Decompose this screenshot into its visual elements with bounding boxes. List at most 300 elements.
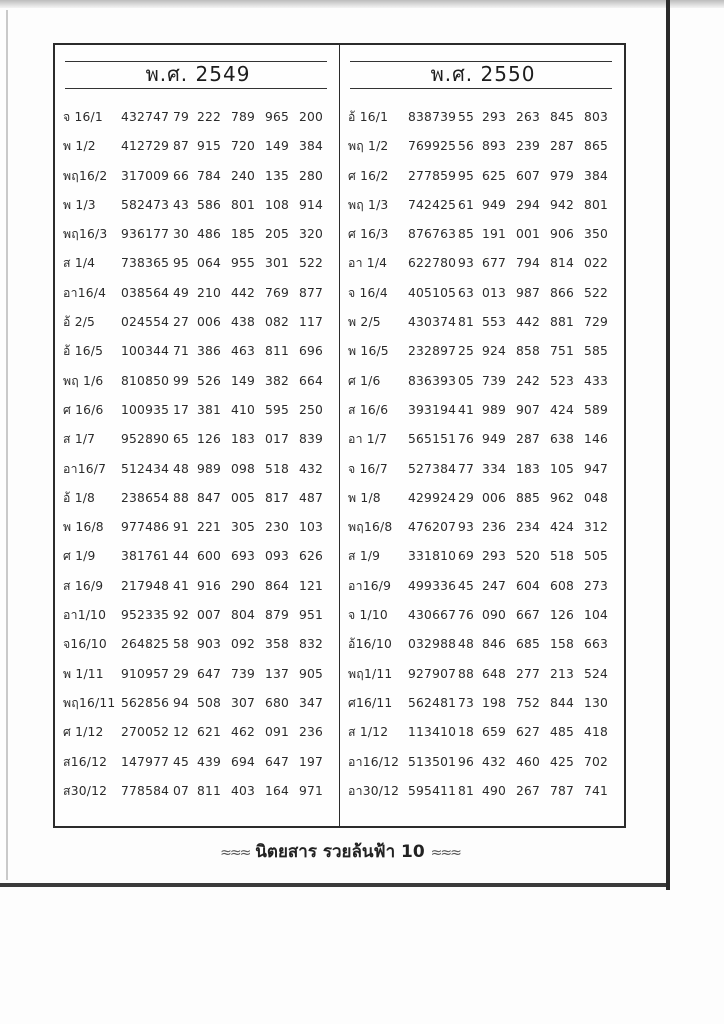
three-digit-4: 626	[299, 549, 324, 564]
three-digit-3: 205	[265, 227, 290, 242]
table-row	[63, 367, 333, 396]
three-digit-2: 240	[231, 168, 256, 183]
two-digit: 95	[173, 256, 190, 271]
first-prize: 810850	[121, 373, 170, 388]
three-digit-4: 702	[584, 754, 609, 769]
draw-date: ส 16/9	[63, 578, 104, 593]
three-digit-2: 752	[516, 695, 541, 710]
two-digit: 48	[173, 461, 190, 476]
two-digit: 71	[173, 344, 190, 359]
table-row	[348, 484, 618, 513]
first-prize: 430374	[408, 315, 457, 330]
three-digit-2: 263	[516, 110, 541, 124]
draw-date: จ 1/10	[348, 608, 388, 623]
three-digit-4: 522	[299, 256, 324, 271]
table-row	[348, 220, 618, 249]
three-digit-3: 647	[265, 754, 290, 769]
three-digit-1: 222	[197, 110, 222, 124]
two-digit: 66	[173, 168, 190, 183]
table-row	[63, 748, 333, 777]
three-digit-4: 801	[584, 197, 609, 212]
three-digit-1: 490	[482, 783, 507, 798]
draw-date: ศ 16/3	[348, 227, 389, 242]
three-digit-1: 126	[197, 432, 222, 447]
three-digit-4: 312	[584, 520, 609, 535]
three-digit-2: 858	[516, 344, 541, 359]
draw-date: อ้ 1/8	[63, 490, 96, 505]
first-prize: 393194	[408, 402, 457, 417]
three-digit-2: 098	[231, 461, 256, 476]
three-digit-1: 915	[197, 139, 222, 154]
page-edge-left	[6, 10, 8, 880]
first-prize: 113410	[408, 725, 457, 740]
three-digit-1: 553	[482, 315, 507, 330]
three-digit-3: 287	[550, 139, 575, 154]
table-row	[63, 249, 333, 278]
first-prize: 936177	[121, 227, 170, 242]
three-digit-3: 108	[265, 197, 290, 212]
table-row	[63, 308, 333, 337]
draw-date: อา16/4	[63, 285, 107, 300]
three-digit-4: 914	[299, 197, 324, 212]
three-digit-4: 236	[299, 725, 324, 740]
three-digit-1: 007	[197, 608, 222, 623]
two-digit: 61	[458, 197, 475, 212]
page-edge-top	[0, 0, 724, 8]
first-prize: 270052	[121, 725, 170, 740]
three-digit-2: 307	[231, 695, 256, 710]
two-digit: 41	[173, 578, 190, 593]
three-digit-4: 200	[299, 110, 324, 124]
draw-date: ส16/12	[63, 754, 108, 769]
two-digit: 29	[458, 490, 475, 505]
three-digit-2: 794	[516, 256, 541, 271]
three-digit-1: 893	[482, 139, 507, 154]
first-prize: 778584	[121, 783, 170, 798]
three-digit-1: 191	[482, 227, 507, 242]
two-digit: 18	[458, 725, 475, 740]
three-digit-3: 126	[550, 608, 575, 623]
table-row	[348, 660, 618, 689]
three-digit-2: 183	[516, 461, 541, 476]
three-digit-2: 789	[231, 110, 256, 124]
three-digit-4: 197	[299, 754, 324, 769]
draw-date: พ 2/5	[348, 315, 381, 330]
three-digit-3: 879	[265, 608, 290, 623]
three-digit-3: 213	[550, 666, 575, 681]
first-prize: 622780	[408, 256, 457, 271]
two-digit: 88	[458, 666, 475, 681]
three-digit-3: 864	[265, 578, 290, 593]
two-digit: 45	[173, 754, 190, 769]
table-row	[348, 308, 618, 337]
two-digit: 05	[458, 373, 475, 388]
draw-date: จ 16/1	[63, 110, 103, 124]
three-digit-2: 520	[516, 549, 541, 564]
three-digit-4: 589	[584, 402, 609, 417]
three-digit-2: 685	[516, 637, 541, 652]
draw-date: อา 1/4	[348, 256, 388, 271]
three-digit-2: 604	[516, 578, 541, 593]
two-digit: 81	[458, 315, 475, 330]
table-row	[348, 249, 618, 278]
first-prize: 562481	[408, 695, 457, 710]
table-row	[63, 455, 333, 484]
table-row	[348, 191, 618, 220]
three-digit-2: 183	[231, 432, 256, 447]
three-digit-1: 006	[197, 315, 222, 330]
first-prize: 836393	[408, 373, 457, 388]
three-digit-1: 006	[482, 490, 507, 505]
three-digit-2: 955	[231, 256, 256, 271]
three-digit-1: 293	[482, 549, 507, 564]
three-digit-2: 627	[516, 725, 541, 740]
three-digit-4: 951	[299, 608, 324, 623]
draw-date: ส30/12	[63, 783, 108, 798]
first-prize: 430667	[408, 608, 457, 623]
first-prize: 476207	[408, 520, 457, 535]
three-digit-3: 845	[550, 110, 575, 124]
three-digit-2: 438	[231, 315, 256, 330]
three-digit-1: 989	[482, 402, 507, 417]
first-prize: 738365	[121, 256, 170, 271]
table-row	[63, 660, 333, 689]
draw-date: พ 16/5	[348, 344, 389, 359]
three-digit-3: 158	[550, 637, 575, 652]
three-digit-3: 518	[265, 461, 290, 476]
three-digit-2: 092	[231, 637, 256, 652]
table-row	[63, 542, 333, 571]
draw-date: จ16/10	[63, 637, 107, 652]
page-edge-right	[666, 0, 670, 890]
two-digit: 43	[173, 197, 190, 212]
three-digit-1: 949	[482, 197, 507, 212]
three-digit-1: 439	[197, 754, 222, 769]
three-digit-4: 347	[299, 695, 324, 710]
three-digit-4: 729	[584, 315, 609, 330]
three-digit-4: 741	[584, 783, 609, 798]
two-digit: 12	[173, 725, 190, 740]
three-digit-2: 185	[231, 227, 256, 242]
three-digit-2: 667	[516, 608, 541, 623]
three-digit-4: 696	[299, 344, 324, 359]
three-digit-3: 230	[265, 520, 290, 535]
two-digit: 73	[458, 695, 475, 710]
three-digit-2: 239	[516, 139, 541, 154]
first-prize: 100935	[121, 402, 170, 417]
two-digit: 87	[173, 139, 190, 154]
table-row	[348, 572, 618, 601]
first-prize: 527384	[408, 461, 457, 476]
draw-date: อา16/9	[348, 578, 392, 593]
first-prize: 038564	[121, 285, 170, 300]
three-digit-4: 320	[299, 227, 324, 242]
three-digit-4: 971	[299, 783, 324, 798]
table-row	[348, 601, 618, 630]
three-digit-4: 432	[299, 461, 324, 476]
three-digit-3: 382	[265, 373, 290, 388]
three-digit-3: 962	[550, 490, 575, 505]
three-digit-2: 290	[231, 578, 256, 593]
three-digit-4: 384	[299, 139, 324, 154]
three-digit-3: 137	[265, 666, 290, 681]
first-prize: 331810	[408, 549, 457, 564]
draw-date: ศ 16/6	[63, 402, 104, 417]
three-digit-1: 677	[482, 256, 507, 271]
draw-date: ศ 1/12	[63, 725, 104, 740]
first-prize: 405105	[408, 285, 457, 300]
three-digit-1: 064	[197, 256, 222, 271]
three-digit-2: 463	[231, 344, 256, 359]
two-digit: 63	[458, 285, 475, 300]
three-digit-3: 680	[265, 695, 290, 710]
draw-date: พฤ16/3	[63, 227, 108, 242]
three-digit-2: 720	[231, 139, 256, 154]
three-digit-2: 442	[231, 285, 256, 300]
two-digit: 93	[458, 520, 475, 535]
draw-date: อา16/7	[63, 461, 107, 476]
table-row	[63, 396, 333, 425]
three-digit-3: 424	[550, 402, 575, 417]
three-digit-2: 267	[516, 783, 541, 798]
three-digit-3: 881	[550, 315, 575, 330]
three-digit-3: 358	[265, 637, 290, 652]
first-prize: 769925	[408, 139, 457, 154]
three-digit-1: 949	[482, 432, 507, 447]
draw-date: พ 1/3	[63, 197, 96, 212]
three-digit-3: 091	[265, 725, 290, 740]
two-digit: 17	[173, 402, 190, 417]
three-digit-2: 694	[231, 754, 256, 769]
draw-date: พ 1/11	[63, 666, 104, 681]
three-digit-3: 105	[550, 461, 575, 476]
three-digit-3: 769	[265, 285, 290, 300]
three-digit-1: 508	[197, 695, 222, 710]
three-digit-3: 638	[550, 432, 575, 447]
three-digit-4: 384	[584, 168, 609, 183]
table-row	[348, 455, 618, 484]
three-digit-2: 403	[231, 783, 256, 798]
three-digit-2: 149	[231, 373, 256, 388]
three-digit-2: 234	[516, 520, 541, 535]
results-table-frame	[53, 43, 626, 828]
three-digit-3: 811	[265, 344, 290, 359]
three-digit-2: 001	[516, 227, 541, 242]
three-digit-1: 924	[482, 344, 507, 359]
three-digit-2: 410	[231, 402, 256, 417]
footer-magazine-title: นิตยสาร รวยล้นฟ้า 10	[255, 842, 425, 862]
three-digit-2: 287	[516, 432, 541, 447]
two-digit: 25	[458, 344, 475, 359]
table-row	[63, 601, 333, 630]
first-prize: 100344	[121, 344, 170, 359]
first-prize: 595411	[408, 783, 457, 798]
draw-date: อา 1/7	[348, 432, 388, 447]
draw-date: พฤ 1/2	[348, 139, 389, 154]
three-digit-1: 381	[197, 402, 222, 417]
two-digit: 76	[458, 432, 475, 447]
table-row	[348, 748, 618, 777]
three-digit-4: 947	[584, 461, 609, 476]
draw-date: พ 1/2	[63, 139, 96, 154]
three-digit-2: 277	[516, 666, 541, 681]
title-rule-bottom	[65, 88, 327, 89]
two-digit: 95	[458, 168, 475, 183]
three-digit-3: 301	[265, 256, 290, 271]
three-digit-4: 048	[584, 490, 609, 505]
three-digit-1: 221	[197, 520, 222, 535]
three-digit-4: 839	[299, 432, 324, 447]
first-prize: 277859	[408, 168, 457, 183]
three-digit-2: 693	[231, 549, 256, 564]
three-digit-2: 607	[516, 168, 541, 183]
three-digit-1: 784	[197, 168, 222, 183]
three-digit-4: 832	[299, 637, 324, 652]
table-row	[63, 337, 333, 366]
three-digit-4: 130	[584, 695, 609, 710]
first-prize: 876763	[408, 227, 457, 242]
draw-date: พฤ16/8	[348, 520, 393, 535]
two-digit: 49	[173, 285, 190, 300]
column-title-2549: พ.ศ. 2549	[145, 62, 251, 86]
table-row	[348, 103, 618, 132]
draw-date: อา1/10	[63, 608, 107, 623]
two-digit: 48	[458, 637, 475, 652]
three-digit-1: 432	[482, 754, 507, 769]
three-digit-1: 846	[482, 637, 507, 652]
three-digit-1: 090	[482, 608, 507, 623]
three-digit-4: 022	[584, 256, 609, 271]
first-prize: 032988	[408, 637, 457, 652]
first-prize: 582473	[121, 197, 170, 212]
two-digit: 91	[173, 520, 190, 535]
three-digit-4: 280	[299, 168, 324, 183]
three-digit-2: 804	[231, 608, 256, 623]
table-row	[63, 718, 333, 747]
draw-date: อ้ 16/5	[63, 344, 104, 359]
draw-date: พฤ1/11	[348, 666, 393, 681]
footer-ornament-left: ≈≈≈	[220, 845, 250, 861]
three-digit-1: 600	[197, 549, 222, 564]
three-digit-4: 803	[584, 110, 609, 124]
table-row	[348, 396, 618, 425]
draw-date: อ้ 16/1	[348, 110, 389, 124]
column-title-2550: พ.ศ. 2550	[430, 62, 536, 86]
footer-ornament-right: ≈≈≈	[430, 845, 460, 861]
two-digit: 94	[173, 695, 190, 710]
three-digit-3: 518	[550, 549, 575, 564]
first-prize: 381761	[121, 549, 170, 564]
three-digit-3: 485	[550, 725, 575, 740]
two-digit: 29	[173, 666, 190, 681]
table-row	[348, 337, 618, 366]
two-digit: 76	[458, 608, 475, 623]
three-digit-2: 294	[516, 197, 541, 212]
table-row	[63, 132, 333, 161]
draw-date: อา30/12	[348, 783, 400, 798]
first-prize: 412729	[121, 139, 170, 154]
first-prize: 232897	[408, 344, 457, 359]
draw-date: จ 16/7	[348, 461, 388, 476]
table-row	[348, 689, 618, 718]
two-digit: 85	[458, 227, 475, 242]
first-prize: 565151	[408, 432, 457, 447]
two-digit: 77	[458, 461, 475, 476]
table-row	[348, 542, 618, 571]
draw-date: ศ 16/2	[348, 168, 389, 183]
table-row	[348, 279, 618, 308]
two-digit: 44	[173, 549, 190, 564]
first-prize: 562856	[121, 695, 170, 710]
first-prize: 910957	[121, 666, 170, 681]
page-edge-bottom	[0, 883, 666, 887]
three-digit-4: 524	[584, 666, 609, 681]
three-digit-1: 989	[197, 461, 222, 476]
two-digit: 65	[173, 432, 190, 447]
two-digit: 69	[458, 549, 475, 564]
table-row	[348, 630, 618, 659]
three-digit-4: 877	[299, 285, 324, 300]
first-prize: 838739	[408, 110, 457, 124]
three-digit-1: 386	[197, 344, 222, 359]
two-digit: 27	[173, 315, 190, 330]
table-row	[63, 689, 333, 718]
three-digit-3: 817	[265, 490, 290, 505]
table-row	[63, 513, 333, 542]
three-digit-4: 103	[299, 520, 324, 535]
three-digit-1: 647	[197, 666, 222, 681]
three-digit-2: 305	[231, 520, 256, 535]
two-digit: 45	[458, 578, 475, 593]
two-digit: 30	[173, 227, 190, 242]
three-digit-1: 013	[482, 285, 507, 300]
rows-2550	[348, 103, 618, 806]
three-digit-1: 847	[197, 490, 222, 505]
two-digit: 88	[173, 490, 190, 505]
draw-date: ศ 1/6	[348, 373, 381, 388]
three-digit-1: 621	[197, 725, 222, 740]
three-digit-3: 942	[550, 197, 575, 212]
three-digit-2: 885	[516, 490, 541, 505]
draw-date: อ้ 2/5	[63, 315, 96, 330]
three-digit-4: 350	[584, 227, 609, 242]
draw-date: อา16/12	[348, 754, 400, 769]
three-digit-1: 334	[482, 461, 507, 476]
table-row	[348, 718, 618, 747]
three-digit-2: 462	[231, 725, 256, 740]
three-digit-4: 433	[584, 373, 609, 388]
three-digit-1: 198	[482, 695, 507, 710]
three-digit-3: 844	[550, 695, 575, 710]
three-digit-3: 866	[550, 285, 575, 300]
three-digit-1: 210	[197, 285, 222, 300]
three-digit-3: 164	[265, 783, 290, 798]
three-digit-1: 916	[197, 578, 222, 593]
draw-date: พ 1/8	[348, 490, 381, 505]
three-digit-4: 487	[299, 490, 324, 505]
first-prize: 429924	[408, 490, 457, 505]
three-digit-2: 460	[516, 754, 541, 769]
table-row	[348, 425, 618, 454]
three-digit-3: 814	[550, 256, 575, 271]
rows-2549	[63, 103, 333, 806]
three-digit-4: 146	[584, 432, 609, 447]
draw-date: ศ16/11	[348, 695, 393, 710]
table-row	[63, 484, 333, 513]
first-prize: 499336	[408, 578, 457, 593]
three-digit-3: 135	[265, 168, 290, 183]
two-digit: 58	[173, 637, 190, 652]
